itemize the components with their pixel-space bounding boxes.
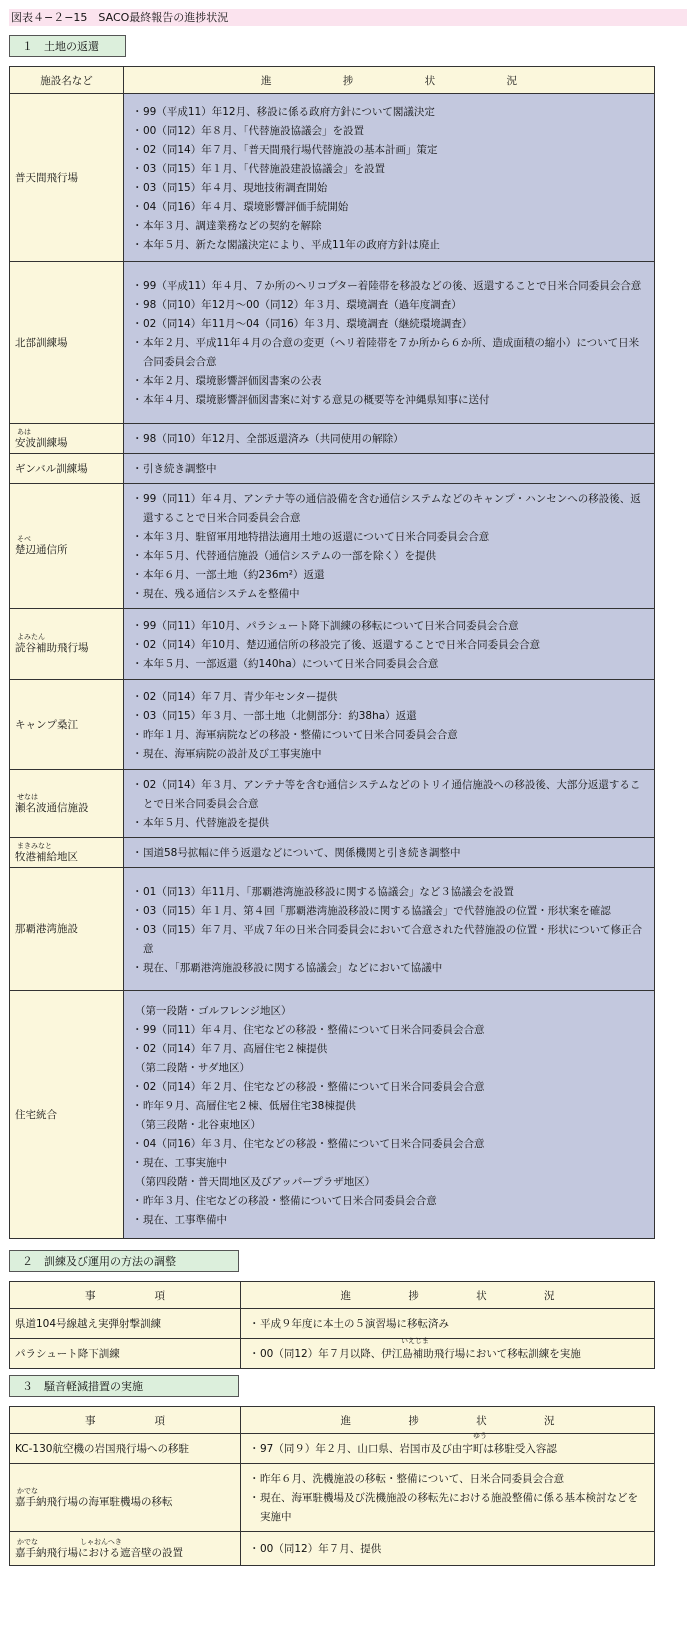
progress-list [241,1464,654,1531]
facility-name-cell [10,770,124,838]
progress-cell [241,1532,655,1566]
bullet: ・ [132,394,143,406]
progress-text: 本年６月、一部土地（約236m²）返還 [143,569,325,581]
progress-text: （第三段階・北谷東地区） [135,1118,261,1131]
bullet: ・ [132,1080,143,1093]
progress-text: 04（同16）年４月、環境影響評価手続開始 [143,200,349,213]
progress-text: 99（平成11）年４月、７か所のヘリコプター着陸帯を移設などの後、返還することで日米合同委員会合意 [143,280,642,292]
facility-name: ギンバル訓練場 [15,462,88,475]
progress-text: 国道58号拡幅に伴う返還などについて、関係機関と引き続き調整中 [143,847,461,859]
progress-item [249,1470,648,1489]
bullet: ・ [132,162,143,175]
progress-text: 引き続き調整中 [143,463,217,475]
header-item [10,1407,241,1434]
bullet: ・ [132,1023,143,1036]
progress-item [132,1154,648,1173]
progress-text: 本年５月、一部返還（約140ha）について日米合同委員会合意 [143,657,439,670]
progress-item [132,636,648,655]
table-row [10,609,655,680]
progress-text: 本年３月、駐留軍用地特措法適用土地の返還について日米合同委員会合意 [143,531,490,543]
facility-name: 県道104号線越え実弾射撃訓練 [15,1317,162,1330]
facility-name: 安波訓練場 [15,436,68,449]
bullet: ・ [132,299,143,311]
bullet: ・ [132,1137,143,1150]
progress-item [132,688,648,707]
progress-text: 昨年１月、海軍病院などの移設・整備について日米合同委員会合意 [143,728,458,741]
facility-name: KC-130航空機の岩国飛行場への移駐 [15,1442,189,1455]
table-row [10,1434,655,1464]
header-char: 状 [476,1289,487,1302]
progress-text: 昨年６月、洗機施設の移転・整備について、日米合同委員会合意 [260,1473,565,1485]
progress-text: 現在、「那覇港湾施設移設に関する協議会」などにおいて協議中 [143,961,443,974]
bullet: ・ [132,493,143,505]
bullet: ・ [132,779,143,791]
progress-item [132,617,648,636]
progress-text: 02（同14）年２月、住宅などの移設・整備について日米合同委員会合意 [143,1080,485,1093]
progress-text: （第二段階・サダ地区） [135,1061,250,1074]
header-char: 状 [424,74,436,87]
noise-table [9,1406,655,1566]
progress-item [132,528,648,547]
bullet: ・ [132,550,143,562]
progress-item [132,883,648,902]
ruby-reading: せなは [17,792,38,801]
progress-item [132,460,648,479]
bullet: ・ [132,200,143,213]
section-heading-training: ２ 訓練及び運用の方法の調整 [9,1250,239,1272]
progress-item [132,490,648,528]
progress-item [132,1135,648,1154]
progress-cell [124,454,655,484]
bullet: ・ [132,105,143,118]
progress-cell [241,1309,655,1339]
progress-cell [124,991,655,1239]
ruby-reading: ゆう [473,1432,487,1440]
progress-text: 本年５月、新たな閣議決定により、平成11年の政府方針は廃止 [143,238,440,251]
progress-text: 昨年９月、高層住宅２棟、低層住宅38棟提供 [143,1099,356,1112]
progress-list [124,682,654,768]
header-facility: 施設名など [10,67,124,94]
progress-text: 02（同14）年３月、アンテナ等を含む通信システムなどのトリイ通信施設への移設後、大部分返還することで日米合同委員会合意 [143,779,641,810]
progress-list [124,877,654,982]
facility-name: 普天間飛行場 [15,171,78,184]
progress-cell [124,838,655,868]
bullet: ・ [132,728,143,741]
progress-cell [241,1464,655,1532]
progress-item [132,277,648,296]
header-char: 捗 [408,1289,419,1302]
progress-cell [124,262,655,424]
progress-item [132,315,648,334]
progress-text: 03（同15）年３月、一部土地（北側部分：約38ha）返還 [143,709,417,722]
progress-list [241,1434,654,1463]
table-row [10,1532,655,1566]
progress-text: 98（同10）年12月、全部返還済み（共同使用の解除） [143,433,404,445]
header-char: 進 [261,74,272,87]
progress-text: 98（同10）年12月〜00（同12）年３月、環境調査（過年度調査） [143,299,462,311]
progress-item [249,1540,648,1559]
progress-cell [124,770,655,838]
progress-text: 03（同15）年１月、第４回「那覇港湾施設移設に関する協議会」で代替施設の位置・形状案を確認 [143,904,611,917]
progress-text: 02（同14）年７月、「普天間飛行場代替施設の基本計画」策定 [143,143,438,156]
progress-item [249,1489,648,1527]
progress-text: 00（同12）年７月、提供 [260,1543,382,1555]
progress-item [132,776,648,814]
bullet: ・ [132,280,143,292]
progress-list [241,1309,654,1338]
table-header-row [10,1407,655,1434]
header-progress-label [341,1413,555,1428]
facility-name: 瀬名波通信施設 [15,801,89,814]
bullet: ・ [132,375,143,387]
bullet: ・ [132,337,143,349]
header-char: 捗 [408,1414,419,1427]
facility-name: 嘉手納飛行場の海軍駐機場の移転 [15,1495,173,1508]
facility-name-cell [10,868,124,991]
bullet: ・ [132,619,143,632]
facility-name: 牧港補給地区 [15,850,78,863]
bullet: ・ [132,219,143,232]
bullet: ・ [249,1443,260,1455]
progress-text: 現在、海軍病院の設計及び工事実施中 [143,747,322,760]
ruby-reading: かでな [17,1486,38,1495]
progress-item [249,1345,648,1364]
progress-item [132,372,648,391]
bullet: ・ [132,531,143,543]
progress-list [124,770,654,837]
progress-item [132,141,648,160]
bullet: ・ [132,709,143,722]
progress-item [132,1002,648,1021]
progress-item [132,1097,648,1116]
header-progress-label [261,73,517,88]
progress-item [132,707,648,726]
progress-list [124,996,654,1234]
progress-text: 99（同11）年４月、アンテナ等の通信設備を含む通信システムなどのキャンプ・ハンセンへの移設後、返還することで日米合同委員会合意 [143,493,641,524]
progress-text: 本年５月、代替通信施設（通信システムの一部を除く）を提供 [143,550,436,562]
training-table [9,1281,655,1369]
section-heading-noise: ３ 騒音軽減措置の実施 [9,1375,239,1397]
facility-name: パラシュート降下訓練 [15,1347,120,1360]
bullet: ・ [132,181,143,194]
figure-title: 図表４−２−15 SACO最終報告の進捗状況 [9,9,687,26]
bullet: ・ [249,1543,260,1555]
bullet: ・ [132,588,143,600]
progress-text: 本年２月、平成11年４月の合意の変更（ヘリ着陸帯を７か所から６か所、造成面積の縮小）について日米合同委員会合意 [143,337,640,368]
progress-list [124,838,654,867]
ruby-reading: あは [17,427,31,436]
progress-text: 昨年３月、住宅などの移設・整備について日米合同委員会合意 [143,1194,437,1207]
progress-item [132,921,648,959]
bullet: ・ [132,1042,143,1055]
progress-item [132,1078,648,1097]
header-char: 事 [85,1414,96,1427]
progress-item [132,585,648,604]
table-row [10,1464,655,1532]
progress-cell [124,484,655,609]
table-row [10,1339,655,1369]
facility-name: 那覇港湾施設 [15,923,78,935]
table-row [10,770,655,838]
progress-list [241,1534,654,1563]
progress-item [132,1192,648,1211]
bullet: ・ [132,690,143,703]
ruby-reading: いえじま [401,1337,429,1345]
progress-item [132,122,648,141]
facility-name-cell [10,424,124,454]
header-char: 事 [85,1289,96,1302]
progress-cell [124,424,655,454]
progress-item [132,655,648,674]
progress-item [132,430,648,449]
facility-name-cell [10,838,124,868]
progress-text: （第一段階・ゴルフレンジ地区） [135,1004,292,1017]
table-row [10,454,655,484]
progress-text: 現在、工事実施中 [143,1156,227,1169]
table-header-row [10,1282,655,1309]
bullet: ・ [132,847,143,859]
bullet: ・ [132,463,143,475]
table-row [10,991,655,1239]
facility-name-cell [10,1532,241,1566]
bullet: ・ [249,1492,260,1504]
bullet: ・ [132,923,143,936]
facility-name-cell [10,991,124,1239]
facility-name-cell [10,454,124,484]
progress-cell [241,1339,655,1369]
bullet: ・ [132,143,143,156]
progress-item [132,1116,648,1135]
progress-text: （第四段階・普天間地区及びアッパープラザ地区） [135,1175,376,1188]
bullet: ・ [132,1099,143,1112]
facility-name: 北部訓練場 [15,336,68,349]
bullet: ・ [132,904,143,917]
progress-text: 本年３月、調達業務などの契約を解除 [143,219,322,232]
bullet: ・ [132,1213,143,1226]
progress-list [124,271,654,414]
progress-item [132,198,648,217]
progress-item [132,1173,648,1192]
table-header-row [10,67,655,94]
bullet: ・ [132,318,143,330]
table-row [10,838,655,868]
progress-item [132,1059,648,1078]
ruby-reading: かでな しゃおんへき [17,1537,122,1546]
facility-name-cell [10,1339,241,1369]
progress-list [124,424,654,453]
bullet: ・ [132,885,143,898]
bullet: ・ [132,747,143,760]
progress-item [132,217,648,236]
progress-item [132,391,648,410]
bullet: ・ [249,1348,260,1360]
progress-text: 平成９年度に本土の５演習場に移転済み [260,1318,449,1330]
land-return-table [9,66,655,1239]
facility-name-cell [10,1434,241,1464]
progress-text: 02（同14）年７月、青少年センター提供 [143,690,338,703]
table-row [10,680,655,770]
bullet: ・ [132,638,143,651]
ruby-reading: よみたん [17,633,45,641]
header-progress [241,1407,655,1434]
facility-name-cell [10,1309,241,1339]
table-row [10,868,655,991]
progress-list [124,611,654,678]
header-progress [241,1282,655,1309]
progress-text: 02（同14）年11月〜04（同16）年３月、環境調査（継続環境調査） [143,318,473,330]
bullet: ・ [132,1194,143,1207]
progress-item [132,726,648,745]
section-heading-land-return: １ 土地の返還 [9,35,126,57]
facility-name: キャンプ桑江 [15,718,78,731]
progress-item [132,566,648,585]
facility-name-cell [10,484,124,609]
progress-item [249,1440,648,1459]
facility-name-cell [10,262,124,424]
facility-name-cell [10,94,124,262]
progress-text: 現在、残る通信システムを整備中 [143,588,300,600]
progress-text: 99（同11）年４月、住宅などの移設・整備について日米合同委員会合意 [143,1023,485,1036]
progress-text: 04（同16）年３月、住宅などの移設・整備について日米合同委員会合意 [143,1137,485,1150]
bullet: ・ [132,1156,143,1169]
progress-item [132,334,648,372]
progress-text: 00（同12）年８月、「代替施設協議会」を設置 [143,124,364,137]
header-char: 項 [154,1289,165,1302]
bullet: ・ [132,124,143,137]
progress-cell [124,680,655,770]
progress-item [249,1315,648,1334]
progress-item [132,844,648,863]
ruby-reading: そべ [17,535,31,543]
facility-name-cell [10,1464,241,1532]
progress-list [241,1339,654,1368]
progress-cell [241,1434,655,1464]
progress-item [132,745,648,764]
progress-list [124,97,654,259]
progress-text: 現在、海軍駐機場及び洗機施設の移転先における施設整備に係る基本検討などを実施中 [260,1492,638,1523]
progress-list [124,454,654,483]
progress-cell [124,609,655,680]
facility-name: 住宅統合 [15,1108,57,1121]
progress-text: 03（同15）年４月、現地技術調査開始 [143,181,328,194]
bullet: ・ [249,1318,260,1330]
progress-text: 本年２月、環境影響評価図書案の公表 [143,375,322,387]
bullet: ・ [132,569,143,581]
header-item [10,1282,241,1309]
header-char: 進 [340,1289,351,1302]
progress-text: 97（同９）年２月、山口県、岩国市及び由宇町は移駐受入容認 [260,1443,557,1455]
table-row [10,1309,655,1339]
header-char: 進 [340,1414,351,1427]
progress-text: 本年４月、環境影響評価図書案に対する意見の概要等を沖縄県知事に送付 [143,394,490,406]
header-item-label [85,1288,165,1303]
ruby-reading: まきみなと [17,841,52,850]
header-progress [124,67,655,94]
progress-text: 99（平成11）年12月、移設に係る政府方針について閣議決定 [143,105,435,118]
progress-item [132,814,648,833]
progress-item [132,547,648,566]
progress-text: 01（同13）年11月、「那覇港湾施設移設に関する協議会」など３協議会を設置 [143,885,514,898]
table-row [10,94,655,262]
progress-list [124,484,654,608]
header-char: 況 [506,74,517,87]
progress-item [132,902,648,921]
bullet: ・ [132,657,143,670]
progress-cell [124,868,655,991]
progress-item [132,959,648,978]
progress-item [132,1211,648,1230]
header-char: 状 [476,1414,487,1427]
progress-text: 02（同14）年７月、高層住宅２棟提供 [143,1042,328,1055]
bullet: ・ [132,817,143,829]
progress-text: 本年５月、代替施設を提供 [143,817,269,829]
progress-item [132,1021,648,1040]
facility-name: 楚辺通信所 [15,544,68,556]
progress-item [132,160,648,179]
bullet: ・ [132,961,143,974]
progress-item [132,1040,648,1059]
bullet: ・ [132,433,143,445]
progress-text: 99（同11）年10月、パラシュート降下訓練の移転について日米合同委員会合意 [143,619,519,632]
progress-text: 03（同15）年１月、「代替施設建設協議会」を設置 [143,162,385,175]
progress-cell [124,94,655,262]
progress-text: 03（同15）年７月、平成７年の日米合同委員会において合意された代替施設の位置・形状について修正合意 [143,923,643,955]
header-char: 項 [154,1414,165,1427]
header-progress-label [341,1288,555,1303]
facility-name-cell [10,680,124,770]
table-row [10,262,655,424]
progress-item [132,236,648,255]
table-row [10,424,655,454]
bullet: ・ [132,238,143,251]
facility-name-cell [10,609,124,680]
bullet: ・ [249,1473,260,1485]
header-char: 況 [543,1414,555,1427]
progress-text: 現在、工事準備中 [143,1213,227,1226]
header-item-label [85,1413,165,1428]
progress-text: 00（同12）年７月以降、伊江島補助飛行場において移転訓練を実施 [260,1348,581,1360]
header-char: 捗 [342,74,354,87]
table-row [10,484,655,609]
facility-name: 嘉手納飛行場における遮音壁の設置 [15,1546,183,1559]
progress-item [132,296,648,315]
header-char: 況 [543,1289,555,1302]
progress-text: 02（同14）年10月、楚辺通信所の移設完了後、返還することで日米合同委員会合意 [143,638,541,651]
progress-item [132,103,648,122]
facility-name: 読谷補助飛行場 [15,642,89,654]
progress-item [132,179,648,198]
